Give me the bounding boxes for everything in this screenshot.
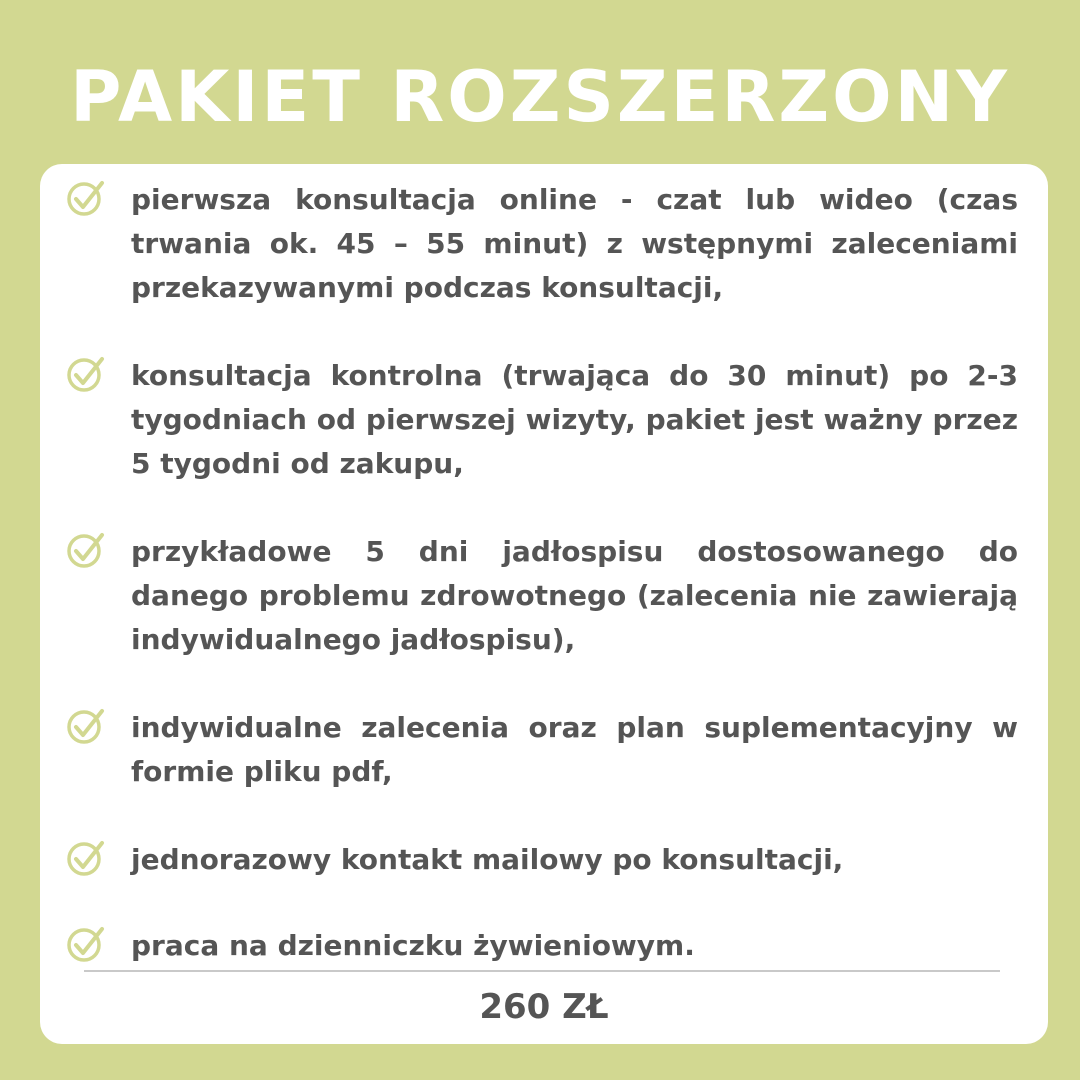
checkmark-circle-icon <box>64 530 108 570</box>
page-title: PAKIET ROZSZERZONY <box>70 56 1010 138</box>
list-item-text: indywidualne zalecenia oraz plan suplementacyjny w formie pliku pdf, <box>131 711 1018 788</box>
checkmark-circle-icon <box>64 706 108 746</box>
list-item-text: jednorazowy kontakt mailowy po konsultacji, <box>131 843 844 876</box>
list-item-text: konsultacja kontrolna (trwająca do 30 minut) po 2-3 tygodniach od pierwszej wizyty, pakiet jest ważny przez 5 tygodni od zakupu, <box>131 359 1018 480</box>
checkmark-circle-icon <box>64 354 108 394</box>
checkmark-circle-icon <box>64 924 108 964</box>
list-item-text: pierwsza konsultacja online - czat lub wideo (czas trwania ok. 45 – 55 minut) z wstępnymi zaleceniami przekazywanymi podczas konsultacji, <box>131 183 1018 304</box>
list-item-text: praca na dzienniczku żywieniowym. <box>131 929 695 962</box>
checkmark-circle-icon <box>64 178 108 218</box>
divider <box>84 970 1000 972</box>
package-card <box>40 164 1048 1044</box>
price-label: 260 ZŁ <box>479 987 609 1027</box>
checkmark-circle-icon <box>64 838 108 878</box>
list-item-text: przykładowe 5 dni jadłospisu dostosowanego do danego problemu zdrowotnego (zalecenia nie zawierają indywidualnego jadłospisu), <box>131 535 1018 656</box>
